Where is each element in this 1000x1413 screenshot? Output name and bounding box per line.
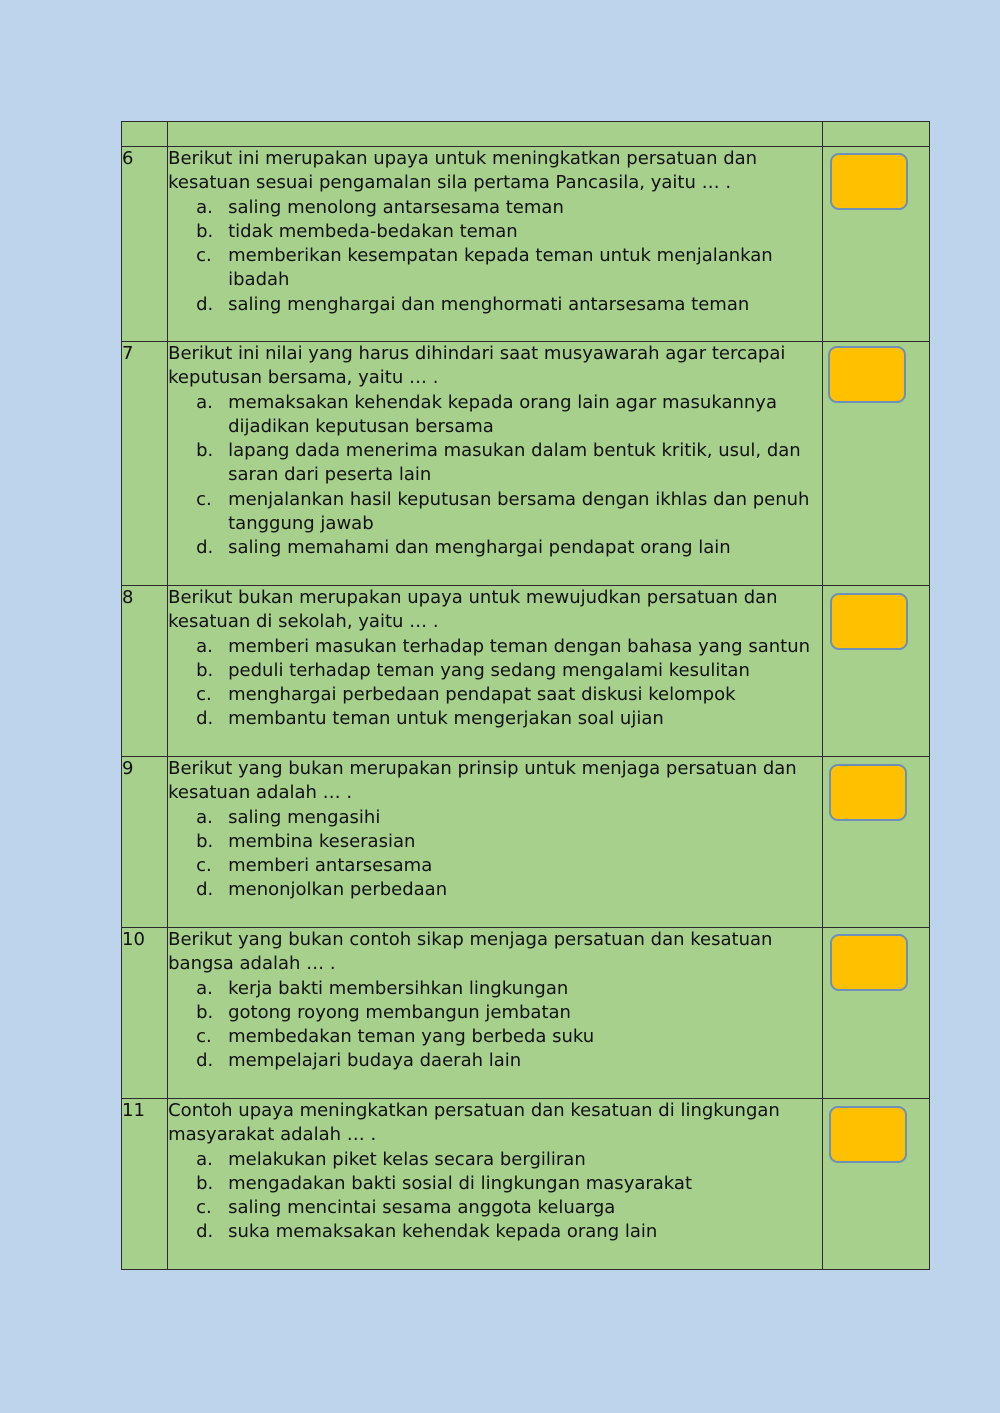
option-item: [196, 1049, 822, 1073]
answer-input-box[interactable]: [830, 153, 908, 210]
option-text: memberi antarsesama: [228, 855, 433, 877]
option-text: menonjolkan perbedaan: [228, 879, 448, 901]
option-letter: c.: [196, 1197, 212, 1219]
option-item: [196, 878, 822, 902]
question-stem: Contoh upaya meningkatkan persatuan dan kesatuan di lingkungan masyarakat adalah … .: [168, 1100, 780, 1146]
question-number: 8: [122, 586, 168, 757]
option-letter: d.: [196, 708, 214, 730]
question-stem: Berikut yang bukan merupakan prinsip untuk menjaga persatuan dan kesatuan adalah … .: [168, 758, 797, 804]
question-row: [122, 1099, 930, 1270]
option-item: [196, 196, 822, 220]
option-item: [196, 1196, 822, 1220]
option-letter: a.: [196, 1148, 213, 1170]
option-item: [196, 635, 822, 659]
question-cell: [168, 147, 823, 342]
option-letter: c.: [196, 855, 212, 877]
table-header-row: [122, 122, 930, 147]
answer-cell: [822, 757, 929, 928]
option-letter: d.: [196, 879, 214, 901]
option-text: memaksakan kehendak kepada orang lain agar masukannya dijadikan keputusan bersama: [228, 391, 777, 437]
worksheet-table: [121, 121, 930, 1270]
option-text: tidak membeda-bedakan teman: [228, 220, 518, 242]
option-text: saling mencintai sesama anggota keluarga: [228, 1197, 616, 1219]
question-cell: [168, 586, 823, 757]
option-letter: c.: [196, 1026, 212, 1048]
option-text: saling menolong antarsesama teman: [228, 196, 564, 218]
option-letter: b.: [196, 1172, 214, 1194]
option-text: saling mengasihi: [228, 806, 381, 828]
option-item: [196, 830, 822, 854]
option-text: gotong royong membangun jembatan: [228, 1001, 571, 1023]
option-text: memberi masukan terhadap teman dengan bahasa yang santun: [228, 635, 811, 657]
option-text: membina keserasian: [228, 830, 416, 852]
option-text: membedakan teman yang berbeda suku: [228, 1026, 595, 1048]
option-letter: a.: [196, 635, 213, 657]
option-item: [196, 977, 822, 1001]
question-number: 10: [122, 928, 168, 1099]
header-cell-answer: [822, 122, 929, 147]
option-list: [168, 635, 822, 732]
option-text: membantu teman untuk mengerjakan soal ujian: [228, 708, 664, 730]
question-cell: [168, 342, 823, 586]
option-item: [196, 536, 822, 560]
option-text: peduli terhadap teman yang sedang mengalami kesulitan: [228, 659, 750, 681]
question-row: [122, 586, 930, 757]
question-number: 6: [122, 147, 168, 342]
option-letter: c.: [196, 488, 212, 510]
answer-cell: [822, 147, 929, 342]
option-list: [168, 391, 822, 561]
question-cell: [168, 1099, 823, 1270]
question-number: 9: [122, 757, 168, 928]
option-text: menghargai perbedaan pendapat saat diskusi kelompok: [228, 684, 736, 706]
question-row: [122, 928, 930, 1099]
option-list: [168, 196, 822, 317]
option-letter: d.: [196, 293, 214, 315]
answer-input-box[interactable]: [829, 764, 907, 821]
option-item: [196, 707, 822, 731]
option-text: lapang dada menerima masukan dalam bentuk kritik, usul, dan saran dari peserta lain: [228, 440, 801, 486]
question-number: 11: [122, 1099, 168, 1270]
question-number: 7: [122, 342, 168, 586]
option-text: mempelajari budaya daerah lain: [228, 1050, 522, 1072]
option-list: [168, 1148, 822, 1245]
option-letter: d.: [196, 1050, 214, 1072]
option-letter: b.: [196, 1001, 214, 1023]
answer-input-box[interactable]: [829, 1106, 907, 1163]
option-letter: a.: [196, 196, 213, 218]
answer-cell: [822, 586, 929, 757]
header-cell-question: [168, 122, 823, 147]
option-letter: b.: [196, 659, 214, 681]
question-row: [122, 757, 930, 928]
option-item: [196, 293, 822, 317]
option-text: menjalankan hasil keputusan bersama dengan ikhlas dan penuh tanggung jawab: [228, 488, 810, 535]
option-item: [196, 1001, 822, 1025]
question-cell: [168, 928, 823, 1099]
option-item: [196, 439, 822, 488]
answer-input-box[interactable]: [830, 934, 908, 991]
question-stem: Berikut bukan merupakan upaya untuk mewujudkan persatuan dan kesatuan di sekolah, yaitu … .: [168, 587, 778, 633]
option-text: saling menghargai dan menghormati antarsesama teman: [228, 293, 750, 315]
option-item: [196, 1025, 822, 1049]
answer-cell: [822, 342, 929, 586]
option-item: [196, 1172, 822, 1196]
option-item: [196, 1148, 822, 1172]
answer-input-box[interactable]: [830, 593, 908, 650]
question-row: [122, 342, 930, 586]
option-text: mengadakan bakti sosial di lingkungan masyarakat: [228, 1172, 692, 1194]
question-stem: Berikut yang bukan contoh sikap menjaga persatuan dan kesatuan bangsa adalah … .: [168, 929, 773, 975]
answer-cell: [822, 928, 929, 1099]
question-stem: Berikut ini merupakan upaya untuk meningkatkan persatuan dan kesatuan sesuai pengamalan sila pertama Pancasila, yaitu … .: [168, 148, 758, 194]
option-letter: a.: [196, 391, 213, 413]
option-item: [196, 683, 822, 707]
option-letter: d.: [196, 1221, 214, 1243]
option-text: kerja bakti membersihkan lingkungan: [228, 977, 569, 999]
option-letter: b.: [196, 440, 214, 462]
option-item: [196, 488, 822, 537]
option-item: [196, 854, 822, 878]
option-text: melakukan piket kelas secara bergiliran: [228, 1148, 586, 1170]
option-text: suka memaksakan kehendak kepada orang lain: [228, 1221, 658, 1243]
option-letter: c.: [196, 245, 212, 267]
option-item: [196, 244, 822, 293]
header-cell-number: [122, 122, 168, 147]
option-text: memberikan kesempatan kepada teman untuk menjalankan ibadah: [228, 245, 773, 291]
question-cell: [168, 757, 823, 928]
option-letter: a.: [196, 806, 213, 828]
option-letter: c.: [196, 684, 212, 706]
option-item: [196, 806, 822, 830]
option-letter: b.: [196, 220, 214, 242]
option-item: [196, 391, 822, 440]
question-row: [122, 147, 930, 342]
answer-cell: [822, 1099, 929, 1270]
option-item: [196, 220, 822, 244]
option-list: [168, 977, 822, 1074]
option-letter: a.: [196, 977, 213, 999]
answer-input-box[interactable]: [828, 346, 906, 403]
option-letter: b.: [196, 830, 214, 852]
question-stem: Berikut ini nilai yang harus dihindari saat musyawarah agar tercapai keputusan bersama, yaitu … .: [168, 343, 786, 389]
option-item: [196, 659, 822, 683]
option-item: [196, 1220, 822, 1244]
option-text: saling memahami dan menghargai pendapat orang lain: [228, 537, 731, 559]
option-list: [168, 806, 822, 903]
option-letter: d.: [196, 537, 214, 559]
